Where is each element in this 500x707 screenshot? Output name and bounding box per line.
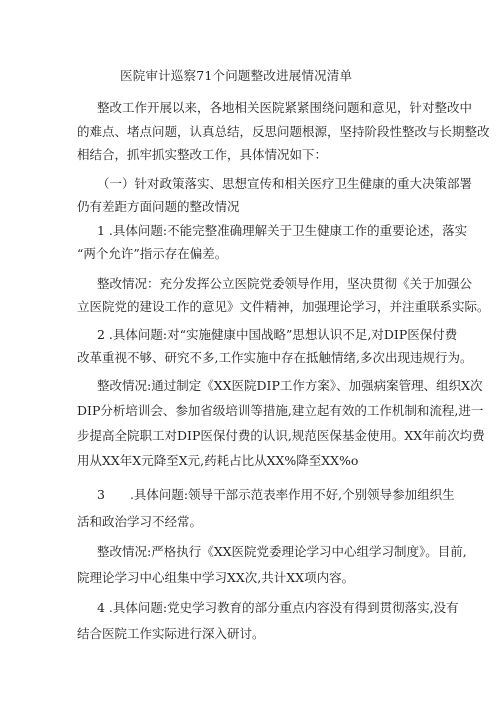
section-heading-line-1: （一）针对政策落实、思想宣传和相关医疗卫生健康的重大决策部署	[97, 176, 473, 191]
section-heading-line-2: 仍有差距方面问题的整改情况	[77, 199, 240, 214]
item-1-rectification-line-2: 立医院党的建设工作的意见》文件精神，加强理论学习，并注重联系实际。	[77, 299, 490, 314]
paragraph-intro-line-2: 的难点、堵点问题，认真总结，反思问题根源，坚持阶段性整改与长期整改	[77, 124, 490, 139]
document-title: 医院审计巡察71个问题整改进展情况清单	[120, 68, 353, 83]
item-2-problem-line-1: 2 .具体问题:对“实施健康中国战略”思想认识不足,对DIP医保付费	[97, 327, 458, 342]
item-2-rectification-line-2: DIP分析培训会、参加省级培训等措施,建立起有效的工作机制和流程,进一	[77, 403, 484, 418]
paragraph-intro-line-3: 相结合，抓牢抓实整改工作，具体情况如下：	[77, 147, 328, 162]
item-4-problem-line-2: 结合医院工作实际进行深入研讨。	[77, 626, 265, 641]
item-2-rectification-line-4: 用从XX年X元降至X元,药耗占比从XX%降至XX%o	[77, 453, 359, 468]
item-2-rectification-line-1: 整改情况:通过制定《XX医院DIP工作方案》、加强病案管理、组织X次	[97, 378, 483, 393]
item-3-rectification-line-2: 院理论学习中心组集中学习XX次,共计XX项内容。	[77, 570, 355, 585]
item-1-problem-line-2: “两个允许”指示存在偏差。	[77, 246, 228, 261]
item-1-problem-line-1: 1 .具体问题:不能完整准确理解关于卫生健康工作的重要论述，落实	[97, 223, 468, 238]
item-4-problem-line-1: 4 .具体问题:党史学习教育的部分重点内容没有得到贯彻落实,没有	[97, 600, 459, 615]
item-2-problem-line-2: 改革重视不够、研究不多,工作实施中存在抵触情绪,多次出现违规行为。	[77, 350, 473, 365]
item-3-problem-line-2: 活和政治学习不经常。	[77, 514, 203, 529]
item-3-problem-line-1: 3 .具体问题:领导干部示范表率作用不好,个别领导参加组织生	[97, 487, 455, 502]
item-3-rectification-line-1: 整改情况:严格执行《XX医院党委理论学习中心组学习制度》。目前,	[97, 544, 467, 559]
item-1-rectification-line-1: 整改情况：充分发挥公立医院党委领导作用，坚决贯彻《关于加强公	[97, 276, 473, 291]
paragraph-intro-line-1: 整改工作开展以来，各地相关医院紧紧围绕问题和意见，针对整改中	[97, 100, 473, 115]
item-2-rectification-line-3: 步提高全院职工对DIP医保付费的认识,规范医保基金使用。XX年前次均费	[77, 428, 485, 443]
